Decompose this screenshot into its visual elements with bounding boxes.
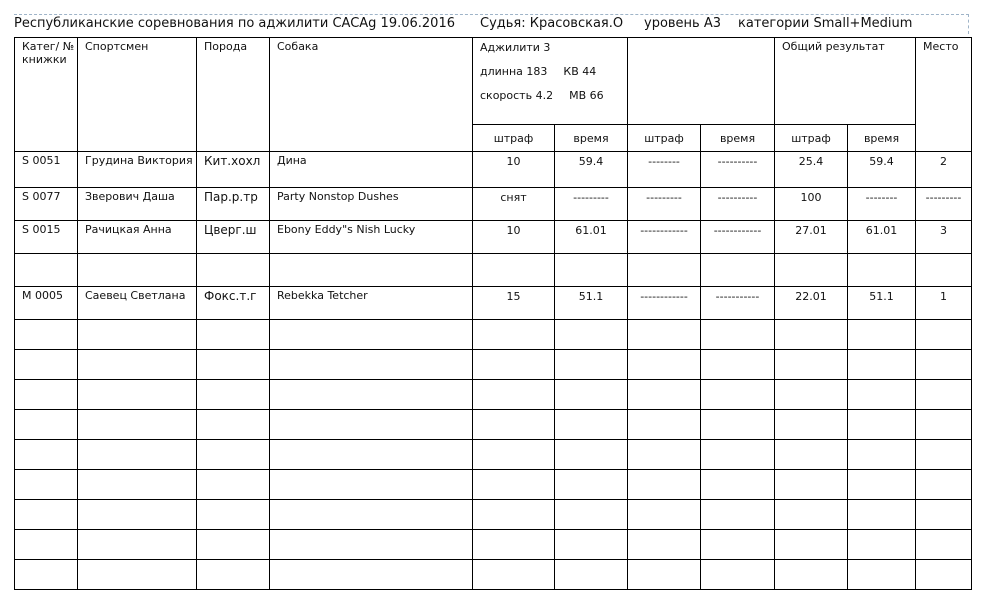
cell-dog [270, 254, 473, 287]
agility-title: Аджилити 3 [480, 41, 551, 54]
cell-time-2: ---------- [701, 152, 775, 188]
results-table [14, 37, 972, 590]
cell-place: 1 [916, 287, 972, 320]
competition-title: Республиканские соревнования по аджилити CACAg 19.06.2016 [14, 16, 455, 31]
cell-athlete: Саевец Светлана [78, 287, 197, 320]
cell-penalty-total: 25.4 [775, 152, 848, 188]
empty-row [15, 320, 972, 350]
cell-athlete: Рачицкая Анна [78, 221, 197, 254]
cell-id: S 0015 [15, 221, 78, 254]
cell-time-2 [701, 254, 775, 287]
mv-value: МВ 66 [569, 89, 604, 102]
header-breed: Порода [197, 38, 270, 152]
cell-penalty-total: 100 [775, 188, 848, 221]
cell-dog: Дина [270, 152, 473, 188]
cell-time-total [848, 254, 916, 287]
empty-row [15, 560, 972, 590]
empty-row [15, 380, 972, 410]
course-speed: скорость 4.2 [480, 89, 554, 102]
cell-time-2: ------------ [701, 221, 775, 254]
header-row [15, 38, 972, 125]
cell-penalty-2 [628, 254, 701, 287]
cell-breed: Фокс.т.г [197, 287, 270, 320]
cell-penalty-total: 22.01 [775, 287, 848, 320]
cell-id [15, 254, 78, 287]
cell-time-1 [555, 254, 628, 287]
cell-time-total: 51.1 [848, 287, 916, 320]
cell-place: --------- [916, 188, 972, 221]
subheader-penalty-2: штраф [628, 125, 701, 152]
cell-time-total: 59.4 [848, 152, 916, 188]
cell-penalty-1 [473, 254, 555, 287]
subheader-time-total: время [848, 125, 916, 152]
cell-dog: Party Nonstop Dushes [270, 188, 473, 221]
subheader-penalty-1: штраф [473, 125, 555, 152]
cell-penalty-2: ------------ [628, 221, 701, 254]
cell-time-1: --------- [555, 188, 628, 221]
cell-athlete: Зверович Даша [78, 188, 197, 221]
cell-place: 2 [916, 152, 972, 188]
cell-time-2: ---------- [701, 188, 775, 221]
subheader-time-1: время [555, 125, 628, 152]
cell-time-1: 61.01 [555, 221, 628, 254]
table-row [15, 287, 972, 320]
level-label: уровень А3 [644, 16, 722, 31]
cell-id: S 0077 [15, 188, 78, 221]
kv-value: КВ 44 [563, 65, 597, 78]
empty-row [15, 350, 972, 380]
empty-row [15, 500, 972, 530]
document-title-bar [14, 14, 969, 34]
table-row [15, 254, 972, 287]
cell-dog: Ebony Eddy"s Nish Lucky [270, 221, 473, 254]
cell-time-2: ----------- [701, 287, 775, 320]
header-category: Катег/ № книжки [15, 38, 78, 152]
cell-place [916, 254, 972, 287]
cell-penalty-1: 15 [473, 287, 555, 320]
empty-row [15, 470, 972, 500]
subheader-penalty-total: штраф [775, 125, 848, 152]
cell-time-total: 61.01 [848, 221, 916, 254]
cell-penalty-1: 10 [473, 152, 555, 188]
cell-penalty-total: 27.01 [775, 221, 848, 254]
cell-breed [197, 254, 270, 287]
cell-athlete [78, 254, 197, 287]
cell-breed: Цверг.ш [197, 221, 270, 254]
empty-row [15, 440, 972, 470]
cell-penalty-2: -------- [628, 152, 701, 188]
cell-time-1: 51.1 [555, 287, 628, 320]
header-place: Место [916, 38, 972, 152]
categories-label: категории Small+Medium [738, 16, 913, 31]
table-row [15, 188, 972, 221]
empty-row [15, 410, 972, 440]
cell-time-total: -------- [848, 188, 916, 221]
cell-id: S 0051 [15, 152, 78, 188]
cell-time-1: 59.4 [555, 152, 628, 188]
header-agility-info [473, 38, 628, 125]
cell-penalty-total [775, 254, 848, 287]
cell-dog: Rebekka Tetcher [270, 287, 473, 320]
cell-penalty-1: 10 [473, 221, 555, 254]
header-second-run [628, 38, 775, 125]
empty-row [15, 530, 972, 560]
header-dog: Собака [270, 38, 473, 152]
table-row [15, 221, 972, 254]
cell-breed: Пар.р.тр [197, 188, 270, 221]
cell-place: 3 [916, 221, 972, 254]
course-length: длинна 183 [480, 65, 548, 78]
header-athlete: Спортсмен [78, 38, 197, 152]
cell-penalty-2: --------- [628, 188, 701, 221]
subheader-time-2: время [701, 125, 775, 152]
cell-breed: Кит.хохл [197, 152, 270, 188]
cell-penalty-2: ------------ [628, 287, 701, 320]
cell-penalty-1: снят [473, 188, 555, 221]
table-row [15, 152, 972, 188]
judge-name: Судья: Красовская.О [480, 16, 624, 31]
cell-id: M 0005 [15, 287, 78, 320]
header-overall: Общий результат [775, 38, 916, 125]
cell-athlete: Грудина Виктория [78, 152, 197, 188]
